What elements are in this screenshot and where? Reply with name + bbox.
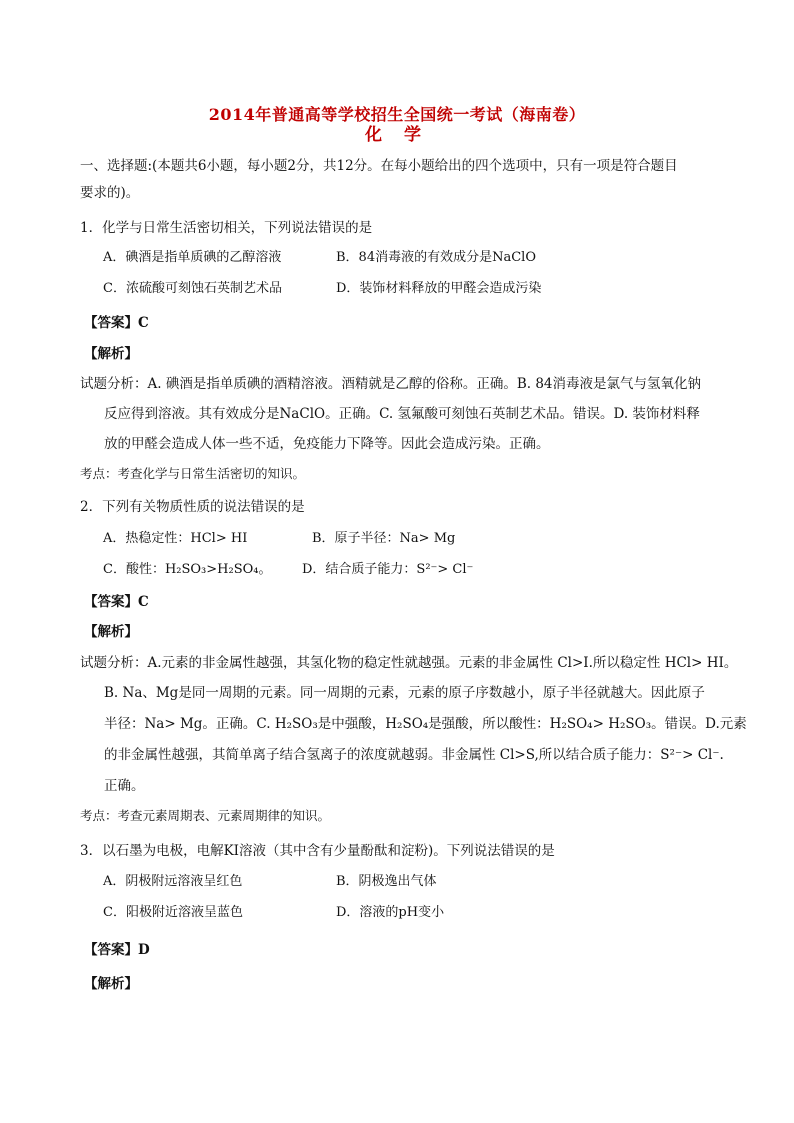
subject-title: 化 学: [365, 125, 429, 145]
q2-analysis-line1: 试题分析：A.元素的非金属性越强，其氢化物的稳定性就越强。元素的非金属性 Cl>I.所以稳定性 HCl> HI。: [80, 655, 738, 671]
q3-option-b: B．阴极逸出气体: [336, 874, 437, 889]
answer-value: D: [138, 942, 150, 958]
q3-option-d: D．溶液的pH变小: [336, 905, 445, 920]
q3-stem: 3．以石墨为电极，电解KI溶液（其中含有少量酚酞和淀粉)。下列说法错误的是: [80, 843, 555, 859]
section-instructions-line1: 一、选择题:(本题共6小题，每小题2分，共12分。在每小题给出的四个选项中，只有一项是符合题目: [80, 158, 678, 174]
answer-label: 【答案】: [84, 315, 138, 331]
section-instructions-line2: 要求的)。: [80, 185, 140, 201]
q2-analysis-line2: B. Na、Mg是同一周期的元素。同一周期的元素，元素的原子序数越小，原子半径就越大。因此原子: [104, 685, 705, 701]
q3-option-a: A．阴极附远溶液呈红色: [103, 874, 243, 889]
q3-analysis-label: 【解析】: [84, 976, 138, 992]
q1-analysis-label: 【解析】: [84, 346, 138, 362]
answer-value: C: [138, 315, 149, 331]
q1-analysis-line3: 放的甲醛会造成人体一些不适，免疫能力下降等。因此会造成污染。正确。: [104, 436, 550, 452]
q1-option-c: C．浓硫酸可刻蚀石英制艺术品: [103, 281, 282, 296]
answer-label: 【答案】: [84, 942, 138, 958]
q1-analysis-line2: 反应得到溶液。其有效成分是NaClO。正确。C. 氢氟酸可刻蚀石英制艺术品。错误。D. 装饰材料释: [104, 406, 700, 422]
q2-analysis-label: 【解析】: [84, 624, 138, 640]
answer-value: C: [138, 594, 149, 610]
q2-analysis-line5: 正确。: [104, 778, 145, 794]
q1-option-b: B．84消毒液的有效成分是NaClO: [336, 250, 536, 265]
q2-point: 考点：考查元素周期表、元素周期律的知识。: [80, 808, 331, 823]
q2-answer: [84, 592, 149, 612]
q1-point: 考点：考查化学与日常生活密切的知识。: [80, 466, 306, 481]
q3-answer: [84, 940, 150, 960]
q2-stem: 2．下列有关物质性质的说法错误的是: [80, 499, 305, 515]
q2-option-c: C．酸性：H₂SO₃>H₂SO₄。: [103, 562, 272, 577]
q3-option-c: C．阳极附近溶液呈蓝色: [103, 905, 243, 920]
q1-analysis-line1: 试题分析：A. 碘酒是指单质碘的酒精溶液。酒精就是乙醇的俗称。正确。B. 84消毒液是氯气与氢氧化钠: [80, 376, 702, 392]
q2-analysis-line4: 的非金属性越强，其简单离子结合氢离子的浓度就越弱。非金属性 Cl>S,所以结合质子能力：S²⁻> Cl⁻.: [104, 747, 724, 763]
q1-stem: 1．化学与日常生活密切相关，下列说法错误的是: [80, 220, 373, 236]
q1-option-a: A．碘酒是指单质碘的乙醇溶液: [103, 250, 282, 265]
exam-title: 2014年普通高等学校招生全国统一考试（海南卷）: [208, 105, 586, 124]
q1-option-d: D．装饰材料释放的甲醛会造成污染: [336, 281, 542, 296]
answer-label: 【答案】: [84, 594, 138, 610]
q2-option-a: A．热稳定性：HCl> HI: [103, 531, 248, 546]
q2-option-d: D．结合质子能力：S²⁻> Cl⁻: [302, 562, 474, 577]
q1-answer: [84, 313, 149, 333]
q2-option-b: B．原子半径：Na> Mg: [312, 531, 456, 546]
q2-analysis-line3: 半径：Na> Mg。正确。C. H₂SO₃是中强酸，H₂SO₄是强酸，所以酸性：H₂SO₄> H₂SO₃。错误。D.元素: [104, 716, 747, 732]
